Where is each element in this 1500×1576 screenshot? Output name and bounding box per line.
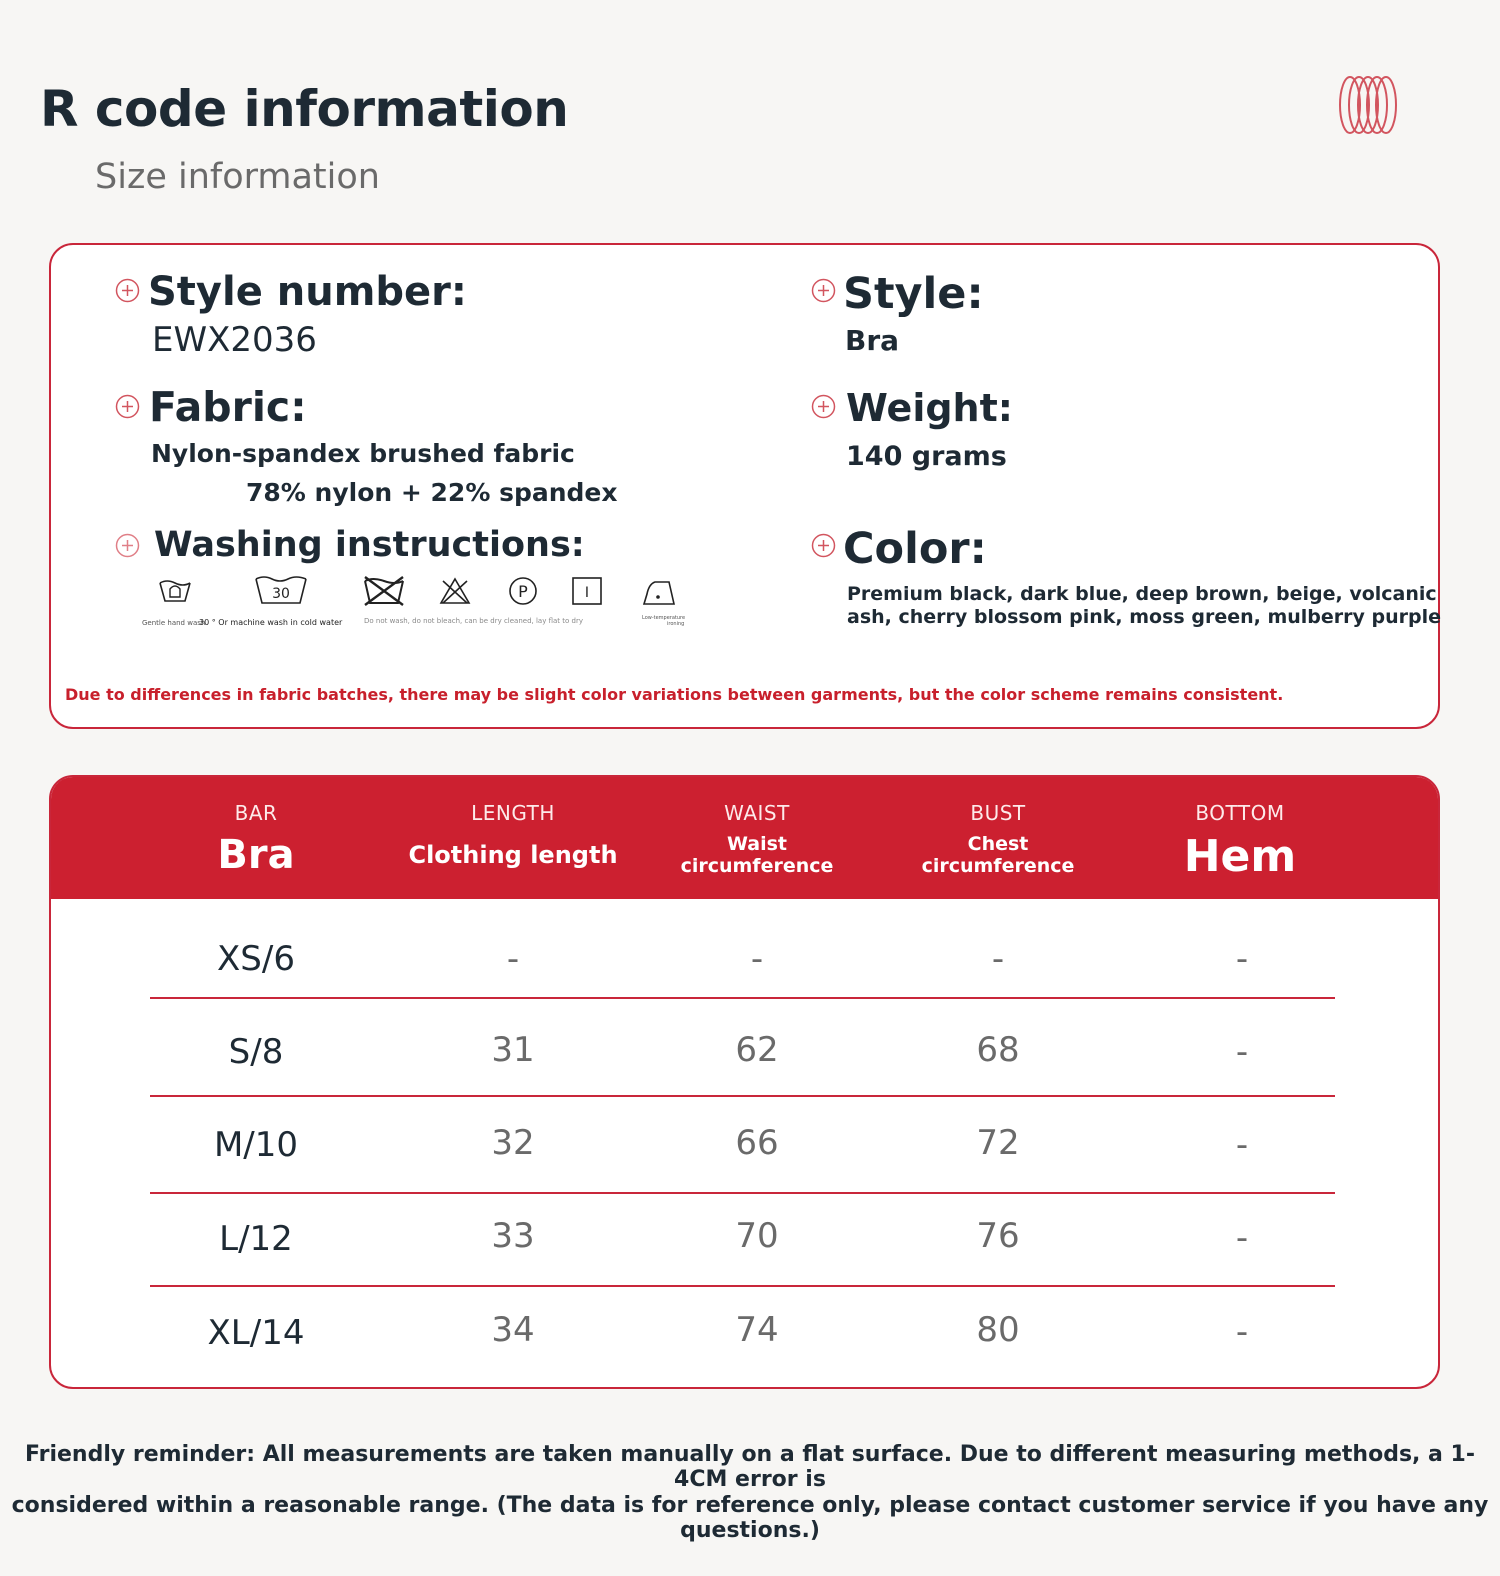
length-cell: 32 bbox=[491, 1123, 535, 1163]
plus-circle-icon bbox=[115, 278, 140, 303]
size-cell: XS/6 bbox=[217, 939, 295, 979]
style-number-label: Style number: bbox=[148, 269, 467, 315]
length-cell: 33 bbox=[491, 1216, 535, 1256]
bust-cell: 68 bbox=[976, 1030, 1020, 1070]
waist-cell: 62 bbox=[735, 1030, 779, 1070]
size-cell: M/10 bbox=[213, 1125, 299, 1165]
dry-clean-icon bbox=[507, 575, 539, 607]
plus-circle-icon bbox=[811, 278, 836, 303]
hem-cell: - bbox=[1235, 1312, 1249, 1352]
hand-wash-caption: Gentle hand wash bbox=[142, 619, 206, 627]
color-value-line1: Premium black, dark blue, deep brown, beige, volcanic bbox=[847, 583, 1437, 605]
machine-wash-caption: 30 ° Or machine wash in cold water bbox=[199, 618, 343, 627]
column-name-line2: circumference bbox=[921, 855, 1075, 877]
length-cell: - bbox=[506, 939, 520, 979]
product-info-card bbox=[49, 243, 1440, 729]
color-label: Color: bbox=[843, 524, 987, 574]
page-subtitle: Size information bbox=[95, 157, 380, 197]
column-name: Clothing length bbox=[408, 841, 618, 869]
column-code: BUST bbox=[970, 801, 1026, 825]
lay-flat-dry-icon bbox=[571, 576, 603, 606]
washing-label: Washing instructions: bbox=[154, 525, 585, 565]
waist-cell: 70 bbox=[735, 1216, 779, 1256]
waist-cell: - bbox=[750, 939, 764, 979]
hem-cell: - bbox=[1235, 1125, 1249, 1165]
bust-cell: 72 bbox=[976, 1123, 1020, 1163]
style-value: Bra bbox=[845, 324, 900, 357]
size-table bbox=[49, 775, 1440, 1389]
column-code: WAIST bbox=[724, 801, 790, 825]
waist-cell: 66 bbox=[735, 1123, 779, 1163]
fabric-value-composition: 78% nylon + 22% spandex bbox=[246, 478, 618, 507]
waist-cell: 74 bbox=[735, 1310, 779, 1350]
style-number-value: EWX2036 bbox=[152, 320, 317, 360]
size-cell: XL/14 bbox=[207, 1313, 305, 1353]
lay-flat-mark: I bbox=[584, 585, 590, 601]
color-value-line2: ash, cherry blossom pink, moss green, mulberry purple bbox=[847, 606, 1442, 628]
plus-circle-icon bbox=[811, 394, 836, 419]
column-name-line2: circumference bbox=[680, 855, 834, 877]
bust-cell: - bbox=[991, 939, 1005, 979]
washing-symbols bbox=[142, 575, 706, 630]
style-label: Style: bbox=[843, 269, 984, 319]
bust-cell: 80 bbox=[976, 1310, 1020, 1350]
iron-caption-1: Low-temperature bbox=[642, 615, 686, 621]
no-wash-caption: Do not wash, do not bleach, can be dry cleaned, lay flat to dry bbox=[364, 617, 583, 625]
column-name: Hem bbox=[1183, 831, 1297, 882]
hem-cell: - bbox=[1235, 1032, 1249, 1072]
size-table-header bbox=[51, 777, 1438, 899]
plus-circle-icon bbox=[811, 533, 836, 558]
bust-cell: 76 bbox=[976, 1216, 1020, 1256]
brand-rings-icon bbox=[1338, 74, 1398, 136]
column-name-line1: Waist bbox=[726, 833, 787, 855]
row-divider bbox=[150, 1095, 1335, 1097]
fabric-label: Fabric: bbox=[149, 383, 307, 431]
column-code: BAR bbox=[234, 801, 278, 825]
size-cell: S/8 bbox=[228, 1032, 284, 1072]
column-name-line1: Chest bbox=[967, 833, 1029, 855]
length-cell: 34 bbox=[491, 1310, 535, 1350]
hem-cell: - bbox=[1235, 1218, 1249, 1258]
weight-label: Weight: bbox=[846, 386, 1013, 430]
low-temp-iron-icon bbox=[641, 576, 677, 608]
machine-wash-30-icon bbox=[254, 575, 308, 605]
reminder-line2: considered within a reasonable range. (The data is for reference only, please contact customer service if you have any questions.) bbox=[11, 1492, 1489, 1543]
iron-caption-2: ironing bbox=[667, 621, 685, 627]
fabric-value-primary: Nylon-spandex brushed fabric bbox=[151, 439, 575, 468]
row-divider bbox=[150, 1192, 1335, 1194]
weight-value: 140 grams bbox=[846, 441, 1007, 472]
reminder-line1: Friendly reminder: All measurements are taken manually on a flat surface. Due to different measuring methods, a 1-4CM error is bbox=[24, 1442, 1475, 1493]
row-divider bbox=[150, 1285, 1335, 1287]
column-name: Bra bbox=[217, 832, 295, 878]
wash-temp-label: 30 bbox=[272, 586, 290, 602]
dry-clean-mark: P bbox=[518, 582, 528, 601]
row-divider bbox=[150, 997, 1335, 999]
length-cell: 31 bbox=[491, 1030, 535, 1070]
column-code: BOTTOM bbox=[1195, 801, 1285, 825]
do-not-bleach-icon bbox=[439, 577, 471, 605]
column-code: LENGTH bbox=[471, 801, 555, 825]
page-title: R code information bbox=[40, 80, 569, 138]
do-not-wash-icon bbox=[361, 575, 407, 607]
plus-circle-icon bbox=[115, 533, 140, 558]
color-variation-note: Due to differences in fabric batches, there may be slight color variations between garments, but the color scheme remains consistent. bbox=[65, 685, 1284, 704]
hem-cell: - bbox=[1235, 939, 1249, 979]
hand-wash-icon bbox=[158, 575, 192, 605]
size-cell: L/12 bbox=[219, 1219, 293, 1259]
measurement-reminder bbox=[0, 1442, 1500, 1543]
plus-circle-icon bbox=[115, 394, 140, 419]
